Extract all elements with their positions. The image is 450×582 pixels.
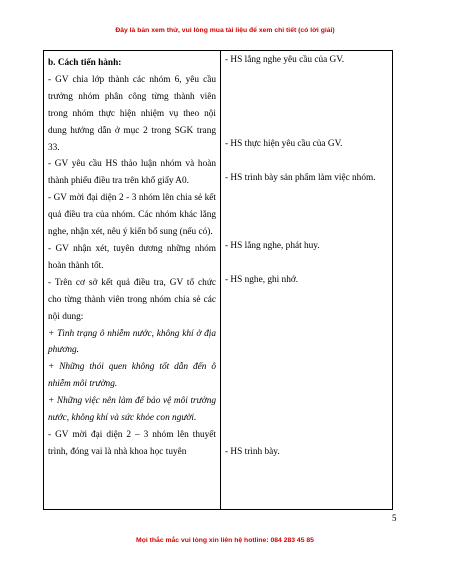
student-activity: - HS trình bày. <box>225 447 280 457</box>
hotline-notice: Mọi thắc mắc vui lòng xin liên hệ hotline: 084 283 45 85 <box>136 537 314 544</box>
page-number: 5 <box>392 513 397 523</box>
student-activity: - HS trình bày sản phẩm làm việc nhóm. <box>225 173 376 183</box>
teacher-step: - GV nhận xét, tuyên dương những nhóm hoàn thành tốt. <box>48 243 216 271</box>
section-heading: b. Cách tiến hành: <box>48 58 122 68</box>
discussion-point: + Những thói quen không tốt dẫn đến ô nhiễm môi trường. <box>48 362 216 390</box>
student-activity: - HS lắng nghe, phát huy. <box>225 241 320 251</box>
student-activity: - HS nghe, ghi nhớ. <box>225 275 299 285</box>
teacher-step: - GV mời đại diện 2 - 3 nhóm lên chia sẻ kết quả điều tra của nhóm. Các nhóm khác lắng nghe, nhận xét, nêu ý kiến bổ sung (nếu có). <box>48 193 216 238</box>
discussion-point: + Những việc nên làm để bảo vệ môi trường nước, không khí và sức khỏe con người. <box>48 396 216 424</box>
student-activity: - HS lắng nghe yêu cầu của GV. <box>225 55 345 65</box>
activity-table <box>43 50 393 510</box>
teacher-step: - GV mời đại diện 2 – 3 nhóm lên thuyết trình, đóng vai là nhà khoa học tuyên <box>48 429 216 457</box>
column-divider <box>220 51 221 509</box>
teacher-step: - Trên cơ sở kết quả điều tra, GV tổ chức cho từng thành viên trong nhóm chia sẻ các nội dung: <box>48 277 216 322</box>
discussion-point: + Tình trạng ô nhiễm nước, không khí ở địa phương. <box>48 328 216 356</box>
preview-notice: Đây là bản xem thử, vui lòng mua tài liệu để xem chi tiết (có lời giải) <box>115 27 335 34</box>
student-activity: - HS thực hiện yêu cầu của GV. <box>225 139 343 149</box>
teacher-step: - GV yêu cầu HS thảo luận nhóm và hoàn thành phiếu điều tra trên khổ giấy A0. <box>48 159 216 187</box>
teacher-step: - GV chia lớp thành các nhóm 6, yêu cầu trưởng nhóm phân công từng thành viên trong nhóm thực hiện nhiệm vụ theo nội dung hướng dẫn ở mục 2 trong SGK trang 33. <box>48 74 216 153</box>
teacher-activities-column <box>48 55 216 461</box>
